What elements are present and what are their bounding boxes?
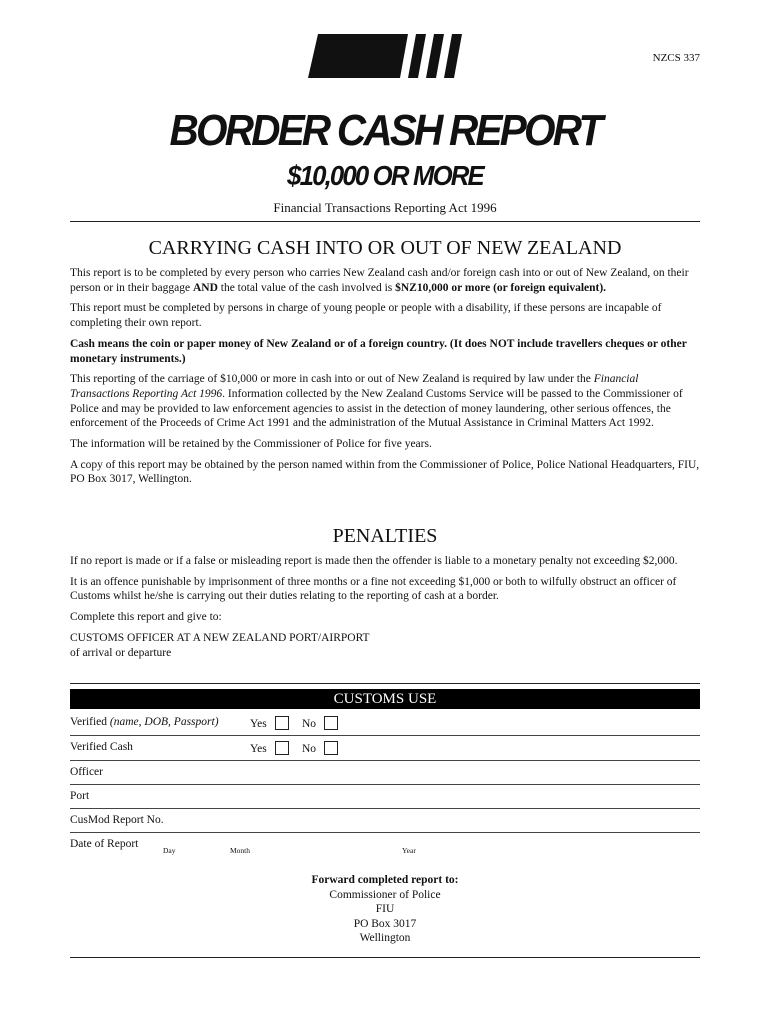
verified-yes-checkbox[interactable] bbox=[275, 716, 289, 730]
divider bbox=[70, 221, 700, 222]
officer-label: Officer bbox=[70, 766, 103, 778]
penalties-heading: PENALTIES bbox=[332, 525, 438, 547]
page-subtitle: $10,000 OR MORE bbox=[287, 160, 483, 191]
penalties-paragraph-4: CUSTOMS OFFICER AT A NEW ZEALAND PORT/AIRPORT of arrival or departure bbox=[70, 631, 370, 659]
intro-paragraph-2: This report must be completed by persons in charge of young people or people with a disability, if these persons are incapable of completing their own report. bbox=[70, 302, 662, 330]
verified-cash-yes[interactable]: Yes bbox=[250, 741, 289, 755]
intro-paragraph-1: This report is to be completed by every person who carries New Zealand cash and/or foreign cash into or out of New Zealand, on their person or in their baggage AND the total value of the cash involved is $NZ10,000 or more (or foreign equivalent). bbox=[70, 267, 689, 294]
cusmod-label: CusMod Report No. bbox=[70, 814, 164, 826]
penalties-section bbox=[70, 524, 700, 660]
intro-heading: CARRYING CASH INTO OR OUT OF NEW ZEALAND bbox=[148, 237, 622, 259]
intro-section bbox=[70, 236, 700, 493]
penalties-paragraph-1: If no report is made or if a false or misleading report is made then the offender is liable to a monetary penalty not exceeding $2,000. bbox=[70, 555, 678, 567]
form-code: NZCS 337 bbox=[652, 52, 700, 64]
penalties-paragraph-3: Complete this report and give to: bbox=[70, 611, 222, 624]
row-divider bbox=[70, 735, 700, 736]
forward-title: Forward completed report to: bbox=[311, 874, 459, 886]
month-label: Month bbox=[230, 846, 251, 855]
day-label: Day bbox=[163, 846, 176, 855]
customs-logo bbox=[308, 34, 468, 78]
forward-line-3: PO Box 3017 bbox=[353, 917, 417, 930]
verified-label: Verified (name, DOB, Passport) bbox=[70, 716, 219, 728]
date-label: Date of Report bbox=[70, 838, 139, 850]
forward-line-4: Wellington bbox=[359, 932, 411, 944]
verified-yes[interactable]: Yes bbox=[250, 716, 289, 730]
forward-address bbox=[0, 873, 770, 946]
page-title: BORDER CASH REPORT bbox=[169, 106, 601, 155]
verified-cash-no[interactable]: No bbox=[302, 741, 338, 755]
forward-line-2: FIU bbox=[375, 903, 395, 915]
divider bbox=[70, 683, 700, 684]
intro-paragraph-5: The information will be retained by the Commissioner of Police for five years. bbox=[70, 438, 432, 451]
verified-cash-no-checkbox[interactable] bbox=[324, 741, 338, 755]
forward-line-1: Commissioner of Police bbox=[329, 888, 441, 901]
row-divider bbox=[70, 760, 700, 761]
row-divider bbox=[70, 832, 700, 833]
act-reference: Financial Transactions Reporting Act 1996 bbox=[273, 200, 497, 215]
intro-paragraph-4: This reporting of the carriage of $10,000 or more in cash into or out of New Zealand is required by law under the Financial Transactions Reporting Act 1996. Information collected by the New Zealand Customs Service will be passed to the Commissioner of Police and may be provided to law enforcement agencies to assist in the detection of money laundering, other serious offences, the enforcement of the Proceeds of Crime Act 1991 and the administration of the Mutual Assistance in Criminal Matters Act 1992. bbox=[70, 373, 683, 430]
divider bbox=[70, 957, 700, 958]
verified-no-checkbox[interactable] bbox=[324, 716, 338, 730]
row-divider bbox=[70, 784, 700, 785]
verified-cash-label: Verified Cash bbox=[70, 741, 133, 753]
year-label: Year bbox=[402, 846, 416, 855]
verified-no[interactable]: No bbox=[302, 716, 338, 730]
intro-paragraph-6: A copy of this report may be obtained by the person named within from the Commissioner of Police, Police National Headquarters, FIU, PO Box 3017, Wellington. bbox=[70, 458, 700, 486]
verified-cash-yes-checkbox[interactable] bbox=[275, 741, 289, 755]
row-divider bbox=[70, 808, 700, 809]
intro-paragraph-3: Cash means the coin or paper money of New Zealand or of a foreign country. (It does NOT include travellers cheques or other monetary instruments.) bbox=[70, 337, 687, 365]
port-label: Port bbox=[70, 790, 90, 802]
penalties-paragraph-2: It is an offence punishable by imprisonment of three months or a fine not exceeding $1,000 or both to wilfully obstruct an officer of Customs whilst he/she is carrying out their duties relating to the reporting of cash at a border. bbox=[70, 575, 677, 603]
customs-use-header: CUSTOMS USE bbox=[70, 689, 700, 709]
